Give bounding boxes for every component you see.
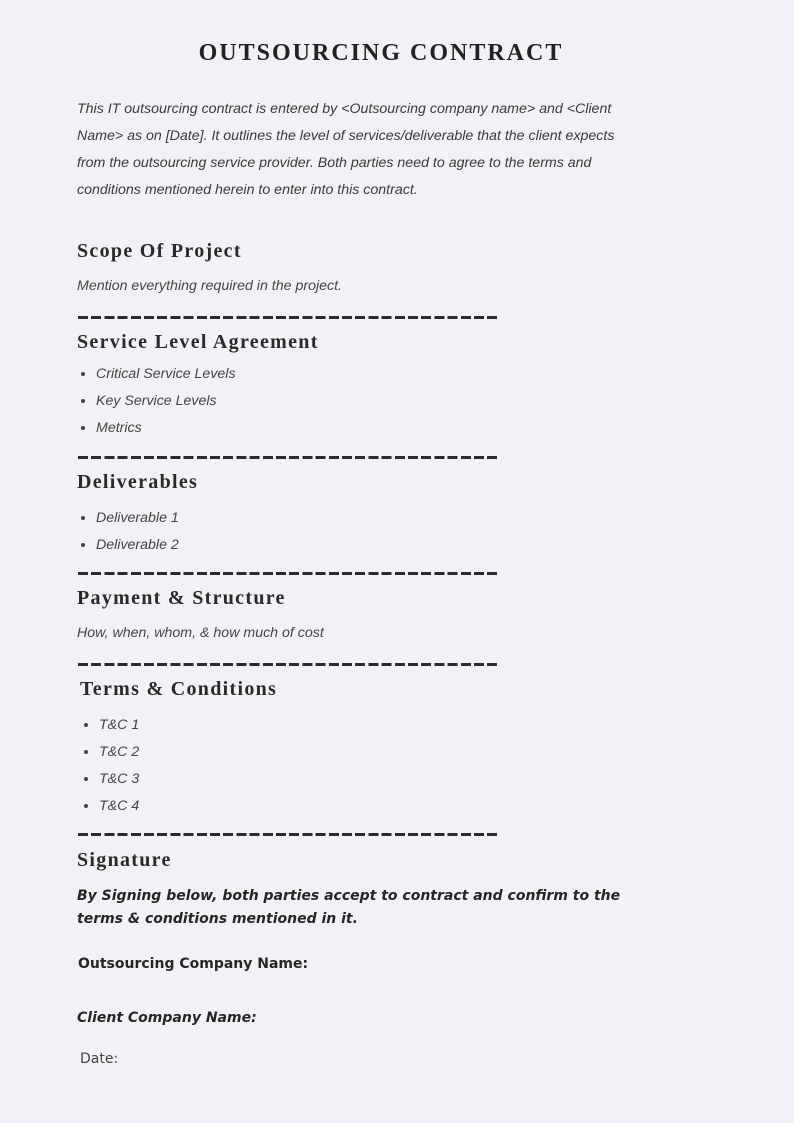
outsourcing-company-label: Outsourcing Company Name: [78,956,309,972]
list-item: • Metrics [96,415,236,442]
intro-paragraph: This IT outsourcing contract is entered by <Outsourcing company name> and <Client Name> as on [Date]. It outlines the level of services/deliverable that the client expects from the outsourcing service provider. Both parties need to agree to the terms and conditions mentioned herein to enter into this contract. [77,101,615,198]
section-divider [78,833,500,836]
document-title: OUTSOURCING CONTRACT [198,40,564,66]
list-item: • T&C 4 [99,793,139,820]
list-item: • Critical Service Levels [96,361,236,388]
list-item: • T&C 2 [99,739,139,766]
list-item: • Deliverable 1 [96,505,179,532]
scope-heading: Scope Of Project [77,240,242,262]
sla-list [77,361,236,442]
section-divider [78,663,500,666]
terms-list [80,712,139,820]
payment-note: How, when, whom, & how much of cost [77,625,324,641]
payment-heading: Payment & Structure [77,587,286,609]
scope-note: Mention everything required in the project. [77,278,342,294]
section-divider [78,456,500,459]
sla-heading: Service Level Agreement [77,331,319,353]
client-company-label: Client Company Name: [77,1010,257,1026]
signature-heading: Signature [77,849,172,871]
list-item: • T&C 3 [99,766,139,793]
signature-statement: By Signing below, both parties accept to contract and confirm to the terms & conditions mentioned in it. [77,888,621,927]
terms-heading: Terms & Conditions [80,678,278,700]
date-label: Date: [80,1051,119,1067]
section-divider [78,316,500,319]
list-item: • T&C 1 [99,712,139,739]
deliverables-heading: Deliverables [77,471,199,493]
list-item: • Deliverable 2 [96,532,179,559]
deliverables-list [77,505,179,559]
list-item: • Key Service Levels [96,388,236,415]
section-divider [78,572,500,575]
